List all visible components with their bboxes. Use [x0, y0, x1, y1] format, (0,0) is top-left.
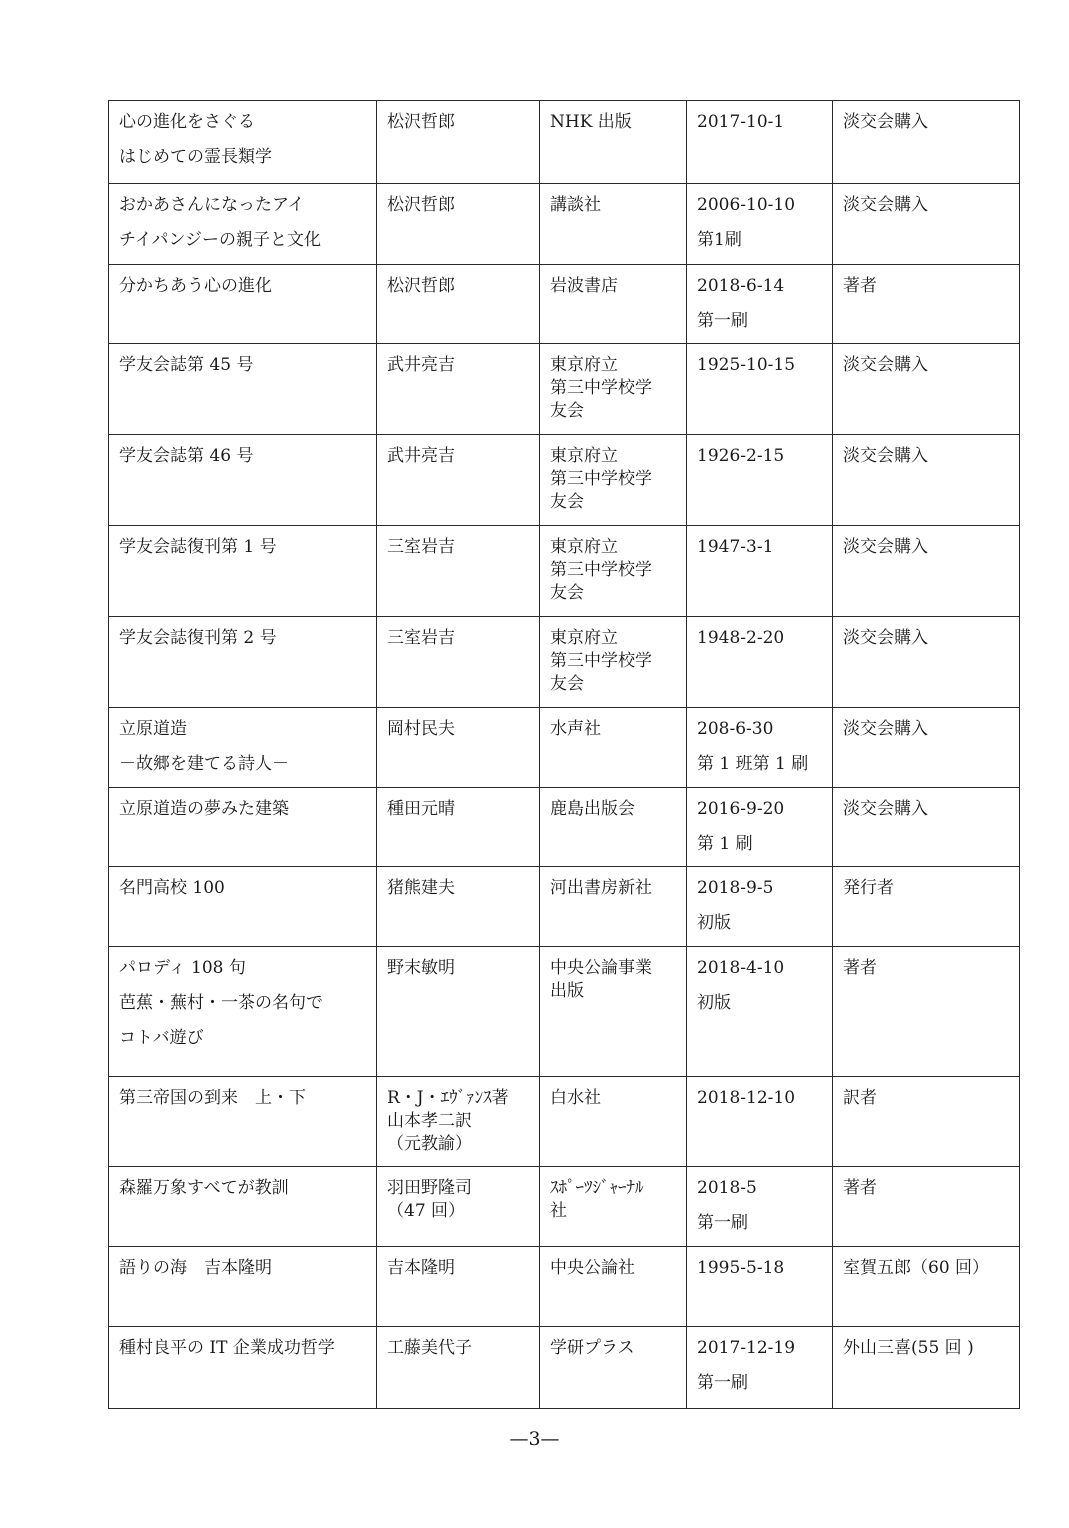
- author-line: 猪熊建夫: [387, 878, 455, 898]
- publisher-cell: [540, 526, 687, 617]
- acquisition-source-cell: [833, 708, 1020, 788]
- table-row: [109, 947, 1020, 1077]
- book-title-cell: [109, 184, 377, 265]
- acquisition-source-line: 著者: [843, 1178, 877, 1198]
- author-line: 山本孝二訳: [387, 1110, 472, 1131]
- author-cell: [377, 344, 540, 435]
- publisher-cell: [540, 1247, 687, 1327]
- publisher-line: 第三中学校学: [550, 559, 652, 580]
- publisher-line: 東京府立: [550, 355, 618, 375]
- book-title-line: －故郷を建てる詩人－: [119, 753, 289, 774]
- publisher-line: NHK 出版: [550, 112, 632, 132]
- publication-date-cell: [687, 265, 833, 344]
- acquisition-source-line: 淡交会購入: [843, 719, 928, 739]
- book-title-line: コトバ遊び: [119, 1027, 204, 1048]
- publisher-cell: [540, 708, 687, 788]
- publication-date-line: 1995-5-18: [697, 1258, 785, 1278]
- author-line: （元教諭）: [387, 1133, 472, 1154]
- publication-date-line: 第 1 刷: [697, 833, 753, 854]
- publication-date-line: 2016-9-20: [697, 799, 785, 819]
- book-title-cell: [109, 1077, 377, 1167]
- publication-date-line: 1948-2-20: [697, 628, 785, 648]
- publisher-cell: [540, 184, 687, 265]
- publisher-cell: [540, 867, 687, 947]
- acquisition-source-line: 発行者: [843, 878, 894, 898]
- table-row: [109, 344, 1020, 435]
- book-title-line: はじめての霊長類学: [119, 146, 272, 167]
- acquisition-source-cell: [833, 1327, 1020, 1409]
- publisher-line: 講談社: [550, 195, 601, 215]
- publication-date-cell: [687, 344, 833, 435]
- book-title-line: 森羅万象すべてが教訓: [119, 1178, 289, 1198]
- book-title-line: チイパンジーの親子と文化: [119, 229, 322, 250]
- acquisition-source-cell: [833, 947, 1020, 1077]
- acquisition-source-line: 淡交会購入: [843, 537, 928, 557]
- publisher-line: 学研プラス: [550, 1338, 635, 1358]
- acquisition-source-line: 淡交会購入: [843, 355, 928, 375]
- publisher-line: 友会: [550, 582, 584, 603]
- publisher-cell: [540, 947, 687, 1077]
- acquisition-source-cell: [833, 344, 1020, 435]
- acquisition-source-cell: [833, 1247, 1020, 1327]
- publisher-line: 第三中学校学: [550, 377, 652, 398]
- publisher-line: 出版: [550, 980, 584, 1001]
- publication-date-cell: [687, 184, 833, 265]
- publisher-line: 友会: [550, 400, 584, 421]
- publisher-line: 水声社: [550, 719, 601, 739]
- book-title-line: 芭蕉・蕪村・一茶の名句で: [119, 992, 323, 1013]
- author-line: 種田元晴: [387, 799, 455, 819]
- publication-date-cell: [687, 788, 833, 867]
- publisher-line: 白水社: [550, 1088, 601, 1108]
- publisher-cell: [540, 435, 687, 526]
- table-row: [109, 867, 1020, 947]
- publisher-cell: [540, 1077, 687, 1167]
- publication-date-cell: [687, 867, 833, 947]
- publication-date-line: 2018-5: [697, 1178, 757, 1198]
- author-line: 羽田野隆司: [387, 1178, 472, 1198]
- book-title-cell: [109, 867, 377, 947]
- author-cell: [377, 1327, 540, 1409]
- book-title-line: 学友会誌復刊第 1 号: [119, 537, 277, 557]
- acquisition-source-cell: [833, 101, 1020, 184]
- publication-date-line: 1947-3-1: [697, 537, 774, 557]
- book-title-line: おかあさんになったアイ: [119, 195, 305, 215]
- book-title-line: 名門高校 100: [119, 878, 225, 898]
- publication-date-line: 第1刷: [697, 229, 742, 250]
- acquisition-source-cell: [833, 526, 1020, 617]
- table-row: [109, 435, 1020, 526]
- author-cell: [377, 867, 540, 947]
- publication-date-line: 2017-12-19: [697, 1338, 796, 1358]
- publication-date-line: 初版: [697, 912, 731, 933]
- acquisition-source-line: 淡交会購入: [843, 446, 928, 466]
- author-line: 工藤美代子: [387, 1338, 472, 1358]
- author-cell: [377, 788, 540, 867]
- publisher-cell: [540, 344, 687, 435]
- publisher-line: 友会: [550, 673, 584, 694]
- book-title-line: 学友会誌第 46 号: [119, 446, 254, 466]
- author-cell: [377, 1167, 540, 1247]
- publication-date-cell: [687, 1167, 833, 1247]
- table-row: [109, 265, 1020, 344]
- publisher-line: 中央公論社: [550, 1258, 635, 1278]
- author-line: 松沢哲郎: [387, 195, 455, 215]
- acquisition-source-line: 淡交会購入: [843, 195, 928, 215]
- acquisition-source-cell: [833, 867, 1020, 947]
- publication-date-line: 第 1 班第 1 刷: [697, 753, 809, 774]
- acquisition-source-line: 淡交会購入: [843, 628, 928, 648]
- publisher-line: 中央公論事業: [550, 958, 652, 978]
- author-line: 松沢哲郎: [387, 112, 455, 132]
- table-row: [109, 617, 1020, 708]
- book-title-cell: [109, 1167, 377, 1247]
- author-cell: [377, 1077, 540, 1167]
- publication-date-line: 第一刷: [697, 1372, 748, 1393]
- publisher-line: 鹿島出版会: [550, 799, 635, 819]
- publication-date-line: 2018-6-14: [697, 276, 785, 296]
- acquisition-source-cell: [833, 435, 1020, 526]
- book-title-line: 心の進化をさぐる: [119, 112, 255, 132]
- acquisition-source-line: 外山三喜(55 回 ): [843, 1338, 974, 1358]
- publisher-cell: [540, 617, 687, 708]
- table-row: [109, 184, 1020, 265]
- publication-date-line: 第一刷: [697, 310, 748, 331]
- book-title-cell: [109, 1247, 377, 1327]
- publication-date-cell: [687, 1327, 833, 1409]
- author-cell: [377, 265, 540, 344]
- author-cell: [377, 101, 540, 184]
- publication-date-line: 1925-10-15: [697, 355, 796, 375]
- author-line: 武井亮吉: [387, 446, 455, 466]
- publisher-cell: [540, 265, 687, 344]
- book-title-line: 学友会誌第 45 号: [119, 355, 254, 375]
- acquisition-source-cell: [833, 617, 1020, 708]
- publication-date-cell: [687, 435, 833, 526]
- acquisition-source-line: 著者: [843, 276, 877, 296]
- author-line: 三室岩吉: [387, 537, 455, 557]
- author-line: 岡村民夫: [387, 719, 455, 739]
- author-line: 三室岩吉: [387, 628, 455, 648]
- author-line: 松沢哲郎: [387, 276, 455, 296]
- publication-date-cell: [687, 101, 833, 184]
- publication-date-line: 2018-9-5: [697, 878, 774, 898]
- book-title-cell: [109, 617, 377, 708]
- table-row: [109, 788, 1020, 867]
- publisher-line: 河出書房新社: [550, 878, 652, 898]
- publisher-cell: [540, 788, 687, 867]
- table-row: [109, 101, 1020, 184]
- author-cell: [377, 708, 540, 788]
- publication-date-line: 208-6-30: [697, 719, 774, 739]
- acquisition-source-cell: [833, 1077, 1020, 1167]
- publication-date-cell: [687, 526, 833, 617]
- acquisition-source-line: 訳者: [843, 1088, 877, 1108]
- author-line: 武井亮吉: [387, 355, 455, 375]
- author-line: （47 回）: [387, 1200, 466, 1221]
- author-line: R・J・ｴｳﾞｧﾝｽ著: [387, 1088, 509, 1108]
- book-title-line: 種村良平の IT 企業成功哲学: [119, 1338, 335, 1358]
- publication-date-line: 第一刷: [697, 1212, 748, 1233]
- publisher-line: 社: [550, 1200, 567, 1221]
- acquisition-source-line: 著者: [843, 958, 877, 978]
- publisher-line: 友会: [550, 491, 584, 512]
- table-row: [109, 1077, 1020, 1167]
- author-cell: [377, 1247, 540, 1327]
- book-title-cell: [109, 788, 377, 867]
- book-title-cell: [109, 947, 377, 1077]
- book-title-line: 分かちあう心の進化: [119, 276, 272, 296]
- acquisition-source-line: 淡交会購入: [843, 112, 928, 132]
- book-title-cell: [109, 265, 377, 344]
- publication-date-cell: [687, 617, 833, 708]
- book-title-line: 語りの海 吉本隆明: [119, 1258, 272, 1278]
- book-title-line: パロディ 108 句: [119, 958, 246, 978]
- author-line: 野末敏明: [387, 958, 455, 978]
- publication-date-line: 2018-4-10: [697, 958, 785, 978]
- publisher-line: 東京府立: [550, 628, 618, 648]
- page-number: —3—: [509, 1428, 560, 1450]
- publication-date-line: 1926-2-15: [697, 446, 785, 466]
- acquisition-source-line: 室賀五郎（60 回）: [843, 1258, 990, 1278]
- table-row: [109, 1327, 1020, 1409]
- acquisition-source-cell: [833, 788, 1020, 867]
- publisher-line: 東京府立: [550, 446, 618, 466]
- publisher-line: 岩波書店: [550, 276, 618, 296]
- publisher-cell: [540, 101, 687, 184]
- table-row: [109, 1247, 1020, 1327]
- acquisition-source-line: 淡交会購入: [843, 799, 928, 819]
- publication-date-cell: [687, 1247, 833, 1327]
- publisher-cell: [540, 1327, 687, 1409]
- book-title-cell: [109, 708, 377, 788]
- publication-date-line: 初版: [697, 992, 731, 1013]
- publisher-cell: [540, 1167, 687, 1247]
- book-title-line: 立原道造の夢みた建築: [119, 799, 289, 819]
- book-title-cell: [109, 1327, 377, 1409]
- author-cell: [377, 184, 540, 265]
- publication-date-line: 2018-12-10: [697, 1088, 796, 1108]
- publisher-line: ｽﾎﾟｰﾂｼﾞｬｰﾅﾙ: [550, 1178, 644, 1198]
- acquisition-source-cell: [833, 1167, 1020, 1247]
- acquisition-source-cell: [833, 184, 1020, 265]
- author-cell: [377, 947, 540, 1077]
- book-title-cell: [109, 526, 377, 617]
- author-cell: [377, 435, 540, 526]
- book-title-line: 第三帝国の到来 上・下: [119, 1088, 306, 1108]
- table-body: [109, 101, 1020, 1409]
- table-row: [109, 1167, 1020, 1247]
- book-list-table: [108, 100, 1020, 1409]
- table-row: [109, 708, 1020, 788]
- publisher-line: 第三中学校学: [550, 650, 652, 671]
- publication-date-cell: [687, 947, 833, 1077]
- publication-date-line: 2006-10-10: [697, 195, 796, 215]
- author-line: 吉本隆明: [387, 1258, 455, 1278]
- publisher-line: 第三中学校学: [550, 468, 652, 489]
- author-cell: [377, 526, 540, 617]
- publication-date-line: 2017-10-1: [697, 112, 785, 132]
- book-title-cell: [109, 435, 377, 526]
- publication-date-cell: [687, 1077, 833, 1167]
- acquisition-source-cell: [833, 265, 1020, 344]
- book-title-line: 学友会誌復刊第 2 号: [119, 628, 277, 648]
- book-title-line: 立原道造: [119, 719, 187, 739]
- book-title-cell: [109, 101, 377, 184]
- publication-date-cell: [687, 708, 833, 788]
- publisher-line: 東京府立: [550, 537, 618, 557]
- table-row: [109, 526, 1020, 617]
- author-cell: [377, 617, 540, 708]
- book-title-cell: [109, 344, 377, 435]
